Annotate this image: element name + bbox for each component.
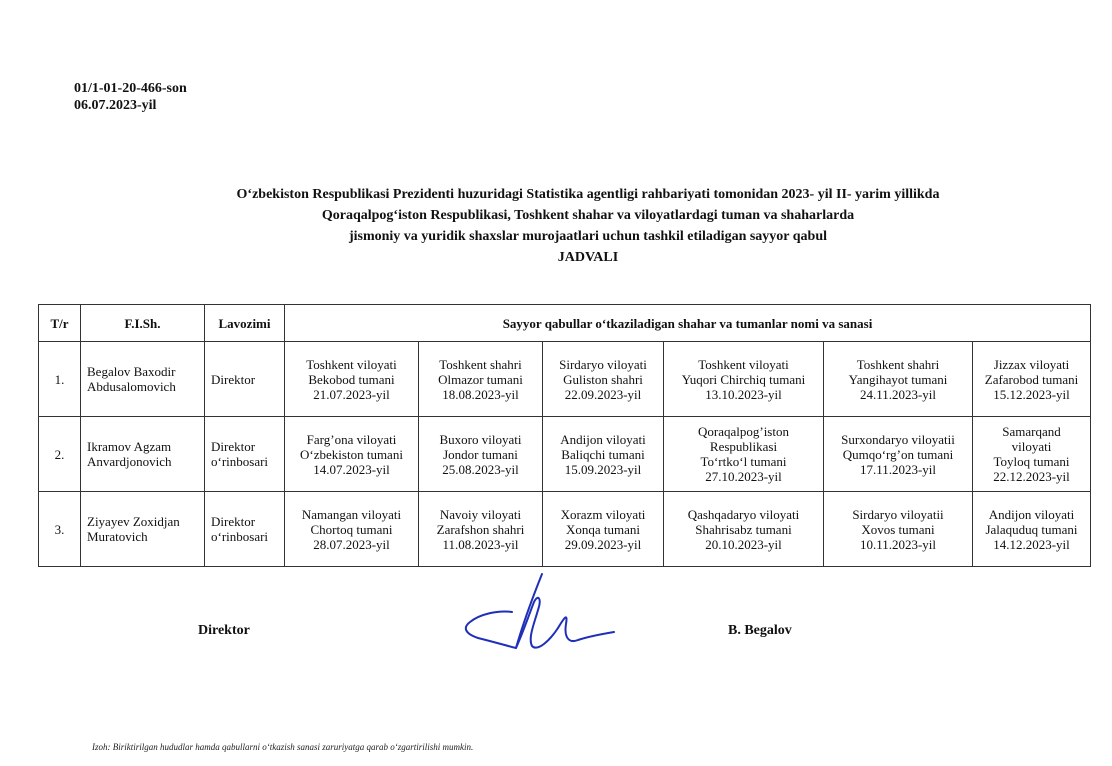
visit-line: Zarafshon shahri: [436, 521, 525, 537]
visit-cell: [543, 492, 664, 567]
visit-cell: [824, 417, 973, 492]
visit-line: O‘zbekiston tumani: [300, 446, 403, 462]
visit-line: Respublikasi: [709, 439, 778, 454]
name-line: Abdusalomovich: [87, 379, 176, 394]
visit-line: Baliqchi tumani: [561, 446, 645, 462]
table-header-row: [39, 305, 1091, 342]
row-number: 2.: [39, 417, 81, 492]
schedule-table: [38, 304, 1091, 567]
visit-cell: [285, 417, 419, 492]
visit-cell: [419, 417, 543, 492]
visit-line: 14.07.2023-yil: [313, 461, 390, 477]
visit-line: Toshkent shahri: [856, 356, 940, 372]
visit-line: To‘rtko‘l tumani: [700, 454, 787, 469]
name-line: Ikramov Agzam: [87, 439, 172, 454]
name-line: Begalov Baxodir: [87, 364, 176, 379]
table-row: [39, 417, 1091, 492]
visit-cell: [285, 342, 419, 417]
visit-line: Surxondaryo viloyatii: [841, 431, 955, 447]
visit-line: 11.08.2023-yil: [442, 536, 519, 552]
reference-date: 06.07.2023-yil: [74, 98, 157, 113]
visit-cell: [419, 492, 543, 567]
visit-line: Toshkent viloyati: [698, 356, 789, 372]
visit-line: 27.10.2023-yil: [705, 469, 782, 484]
handwritten-signature: [458, 568, 618, 660]
signatory-name: B. Begalov: [728, 623, 792, 638]
visit-line: Sirdaryo viloyati: [559, 356, 647, 372]
visit-cell: [664, 417, 824, 492]
visit-line: 24.11.2023-yil: [859, 386, 937, 402]
visit-line: Guliston shahri: [563, 371, 643, 387]
visit-line: 22.12.2023-yil: [993, 469, 1070, 484]
reference-number: 01/1-01-20-466-son: [74, 81, 187, 96]
visit-line: Zafarobod tumani: [984, 371, 1079, 387]
visit-line: 15.12.2023-yil: [993, 386, 1070, 402]
title-line: jismoniy va yuridik shaxslar murojaatlari uchun tashkil etiladigan sayyor qabul: [348, 229, 828, 244]
visit-cell: [664, 342, 824, 417]
visit-line: Samarqand: [1002, 424, 1061, 439]
document-title: [60, 184, 1112, 268]
visit-line: Olmazor tumani: [438, 371, 523, 387]
visit-line: Farg’ona viloyati: [306, 431, 397, 447]
visit-cell: [419, 342, 543, 417]
visit-line: Yangihayot tumani: [848, 371, 948, 387]
visit-line: 25.08.2023-yil: [442, 461, 519, 477]
title-heading: JADVALI: [557, 250, 619, 265]
signatory-title: Direktor: [198, 623, 250, 638]
visit-line: Andijon viloyati: [988, 506, 1075, 522]
visit-line: Shahrisabz tumani: [695, 521, 792, 537]
visit-line: Toshkent viloyati: [306, 356, 397, 372]
visit-cell: [543, 417, 664, 492]
visit-line: 29.09.2023-yil: [564, 536, 642, 552]
visit-line: Sirdaryo viloyatii: [852, 506, 944, 522]
visit-line: Chortoq tumani: [310, 521, 393, 537]
reference-block: [74, 80, 187, 114]
visit-line: Toshkent shahri: [439, 356, 522, 372]
visit-cell: [285, 492, 419, 567]
person-position: [205, 342, 285, 417]
visit-line: 21.07.2023-yil: [313, 386, 390, 402]
visit-line: 13.10.2023-yil: [705, 386, 782, 402]
visit-cell: [973, 492, 1091, 567]
position-line: o‘rinbosari: [211, 529, 269, 544]
position-line: o‘rinbosari: [211, 454, 269, 469]
visit-cell: [664, 492, 824, 567]
visit-line: Jizzax viloyati: [993, 356, 1070, 372]
visit-line: 17.11.2023-yil: [859, 461, 937, 477]
visit-cell: [543, 342, 664, 417]
position-line: Direktor: [211, 439, 256, 454]
header-visits: Sayyor qabullar o‘tkaziladigan shahar va tumanlar nomi va sanasi: [285, 305, 1091, 342]
visit-line: 15.09.2023-yil: [564, 461, 642, 477]
visit-line: 10.11.2023-yil: [859, 536, 937, 552]
table-row: [39, 492, 1091, 567]
visit-cell: [973, 417, 1091, 492]
title-line: Qoraqalpog‘iston Respublikasi, Toshkent shahar va viloyatlardagi tuman va shaharlarda: [321, 208, 855, 223]
visit-line: 22.09.2023-yil: [564, 386, 642, 402]
visit-cell: [824, 342, 973, 417]
visit-line: Bekobod tumani: [308, 371, 395, 387]
visit-line: Andijon viloyati: [560, 431, 646, 447]
name-line: Ziyayev Zoxidjan: [87, 514, 180, 529]
header-position: Lavozimi: [205, 305, 285, 342]
visit-line: Namangan viloyati: [301, 506, 402, 522]
visit-line: Qumqo‘rg’on tumani: [842, 446, 954, 462]
visit-line: 28.07.2023-yil: [313, 536, 390, 552]
visit-line: Jalaquduq tumani: [985, 521, 1078, 537]
visit-line: Xonqa tumani: [565, 521, 640, 537]
header-num: T/r: [39, 305, 81, 342]
visit-line: Buxoro viloyati: [439, 431, 522, 447]
header-fish: F.I.Sh.: [81, 305, 205, 342]
visit-line: 18.08.2023-yil: [442, 386, 519, 402]
visit-line: Qashqadaryo viloyati: [687, 506, 800, 522]
visit-line: Qoraqalpog’iston: [698, 424, 789, 439]
person-name: [81, 492, 205, 567]
person-name: [81, 342, 205, 417]
row-number: 3.: [39, 492, 81, 567]
person-position: [205, 492, 285, 567]
visit-line: Xovos tumani: [861, 521, 935, 537]
title-line: O‘zbekiston Respublikasi Prezidenti huzuridagi Statistika agentligi rahbariyati tomonidan 2023- yil II- yarim yillikda: [236, 187, 940, 202]
person-name: [81, 417, 205, 492]
visit-line: 14.12.2023-yil: [993, 536, 1070, 552]
visit-line: Jondor tumani: [443, 446, 518, 462]
visit-cell: [824, 492, 973, 567]
visit-line: Navoiy viloyati: [439, 506, 522, 522]
visit-line: 20.10.2023-yil: [705, 536, 782, 552]
position-line: Direktor: [211, 371, 256, 387]
position-line: Direktor: [211, 514, 256, 529]
row-number: 1.: [39, 342, 81, 417]
person-position: [205, 417, 285, 492]
name-line: Muratovich: [87, 529, 148, 544]
name-line: Anvardjonovich: [87, 454, 172, 469]
visit-line: viloyati: [1011, 439, 1052, 454]
visit-line: Yuqori Chirchiq tumani: [681, 371, 806, 387]
visit-line: Xorazm viloyati: [560, 506, 646, 522]
visit-line: Toyloq tumani: [993, 454, 1070, 469]
footnote: Izoh: Biriktirilgan hududlar hamda qabullarni o‘tkazish sanasi zaruriyatga qarab o‘zgartirilishi mumkin.: [92, 742, 474, 752]
table-row: [39, 342, 1091, 417]
visit-cell: [973, 342, 1091, 417]
